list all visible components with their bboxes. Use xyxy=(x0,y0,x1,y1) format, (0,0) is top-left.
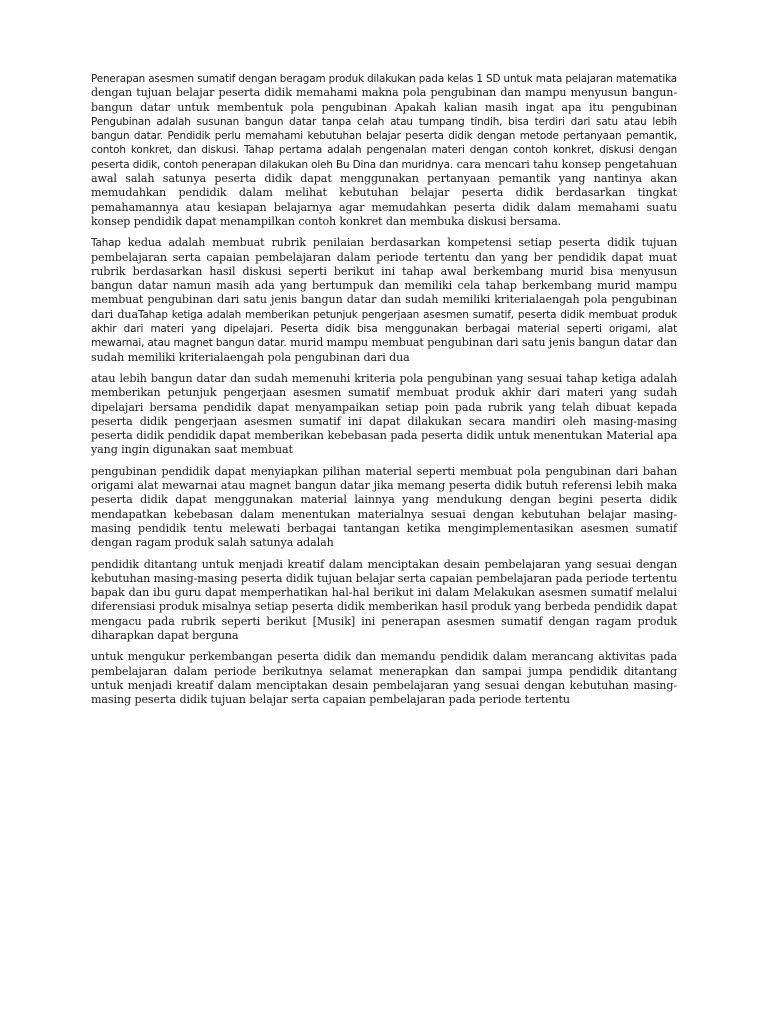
paragraph-3 xyxy=(91,372,677,458)
document-page xyxy=(91,72,677,714)
paragraph-6-segment: untuk mengukur perkembangan peserta didik dan memandu pendidik dalam merancang aktivitas pada pembelajaran dalam periode berikutnya selamat menerapkan dan sampai jumpa pendidik ditantang untuk menjadi kreatif dalam menciptakan desain pembelajaran yang sesuai dengan kebutuhan masing-masing peserta didik tujuan belajar serta capaian pembelajaran pada periode tertentu xyxy=(91,650,677,707)
paragraph-1-segment: Penerapan asesmen sumatif dengan beragam produk dilakukan pada kelas 1 SD untuk mata pelajaran matematika xyxy=(91,73,677,85)
paragraph-4 xyxy=(91,465,677,551)
paragraph-6 xyxy=(91,650,677,707)
paragraph-1-segment: dengan tujuan belajar peserta didik memahami makna pola pengubinan dan mampu menyusun bangun-bangun datar untuk membentuk pola pengubinan Apakah kalian masih ingat apa itu pengubinan xyxy=(91,86,677,114)
paragraph-1-segment: Pengubinan adalah susunan bangun datar tanpa celah atau tumpang tindih, bisa terdiri dari satu atau lebih bangun datar. Pendidik perlu memahami kebutuhan belajar peserta didik dengan metode pertanyaan pemantik, contoh konkret, dan diskusi. Tahap pertama adalah pengenalan materi dengan contoh konkret, diskusi dengan peserta didik, contoh penerapan dilakukan oleh Bu Dina dan muridnya. xyxy=(91,115,677,171)
paragraph-1-segment: cara mencari tahu konsep pengetahuan awal salah satunya peserta didik dapat menggunakan pertanyaan pemantik yang nantinya akan memudahkan pendidik dalam melihat kebutuhan belajar peserta didik berdasarkan tingkat pemahamannya atau kesiapan belajarnya agar memudahkan peserta didik dalam memahami suatu konsep pendidik dapat menampilkan contoh konkret dan membuka diskusi bersama. xyxy=(91,157,677,228)
paragraph-2-segment: Tahap xyxy=(91,237,121,250)
paragraph-2-segment: murid mampu membuat pengubinan dari satu jenis bangun datar dan sudah memiliki kriterialaengah pola pengubinan dari dua xyxy=(91,336,677,364)
paragraph-4-segment: pengubinan pendidik dapat menyiapkan pilihan material seperti membuat pola pengubinan dari bahan origami alat mewarnai atau magnet bangun datar jika memang peserta didik butuh referensi lebih maka peserta didik dapat menggunakan material lainnya yang mendukung dengan begini peserta didik mendapatkan kebebasan dalam menentukan materialnya sesuai dengan kebutuhan belajar masing-masing pendidik tentu melewati berbagai tantangan ketika mengimplementasikan asesmen sumatif dengan ragam produk salah satunya adalah xyxy=(91,464,677,550)
paragraph-1 xyxy=(91,72,677,229)
paragraph-3-segment: atau lebih bangun datar dan sudah memenuhi kriteria pola pengubinan yang sesuai tahap ketiga adalah memberikan petunjuk pengerjaan asesmen sumatif membuat produk akhir dari materi yang sudah dipelajari bersama pendidik dapat menyampaikan setiap poin pada rubrik yang telah dibuat kepada peserta didik pengerjaan asesmen sumatif ini dapat dilakukan secara mandiri oleh masing-masing peserta didik pendidik dapat memberikan kebebasan pada peserta didik untuk menentukan Material apa yang ingin digunakan saat membuat xyxy=(91,371,677,457)
paragraph-2-segment: kedua adalah membuat rubrik penilaian berdasarkan kompetensi setiap peserta didik tujuan pembelajaran serta capaian pembelajaran dalam periode tertentu dan yang ber pendidik dapat muat rubrik berdasarkan hasil diskusi seperti berikut ini tahap awal berkembang murid bisa menyusun bangun datar namun masih ada yang bertumpuk dan memiliki cela tahap berkembang murid mampu membuat pengubinan dari satu jenis bangun datar dan sudah memiliki kriterialaengah pola pengubinan dari dua xyxy=(91,236,677,321)
paragraph-2-segment: Tahap ketiga adalah memberikan petunjuk pengerjaan asesmen sumatif, peserta didik membuat produk akhir dari materi yang dipelajari. Peserta didik bisa menggunakan berbagai material seperti origami, alat mewarnai, atau magnet bangun datar. xyxy=(91,308,678,350)
paragraph-2 xyxy=(91,236,677,365)
paragraph-5 xyxy=(91,558,677,644)
paragraph-5-segment: pendidik ditantang untuk menjadi kreatif dalam menciptakan desain pembelajaran yang sesuai dengan kebutuhan masing-masing peserta didik tujuan belajar serta capaian pembelajaran pada periode tertentu bapak dan ibu guru dapat memperhatikan hal-hal berikut ini dalam Melakukan asesmen sumatif melalui diferensiasi produk misalnya setiap peserta didik memberikan hasil produk yang berbeda pendidik dapat mengacu pada rubrik seperti berikut [Musik] ini penerapan asesmen sumatif dengan ragam produk diharapkan dapat berguna xyxy=(91,557,677,642)
